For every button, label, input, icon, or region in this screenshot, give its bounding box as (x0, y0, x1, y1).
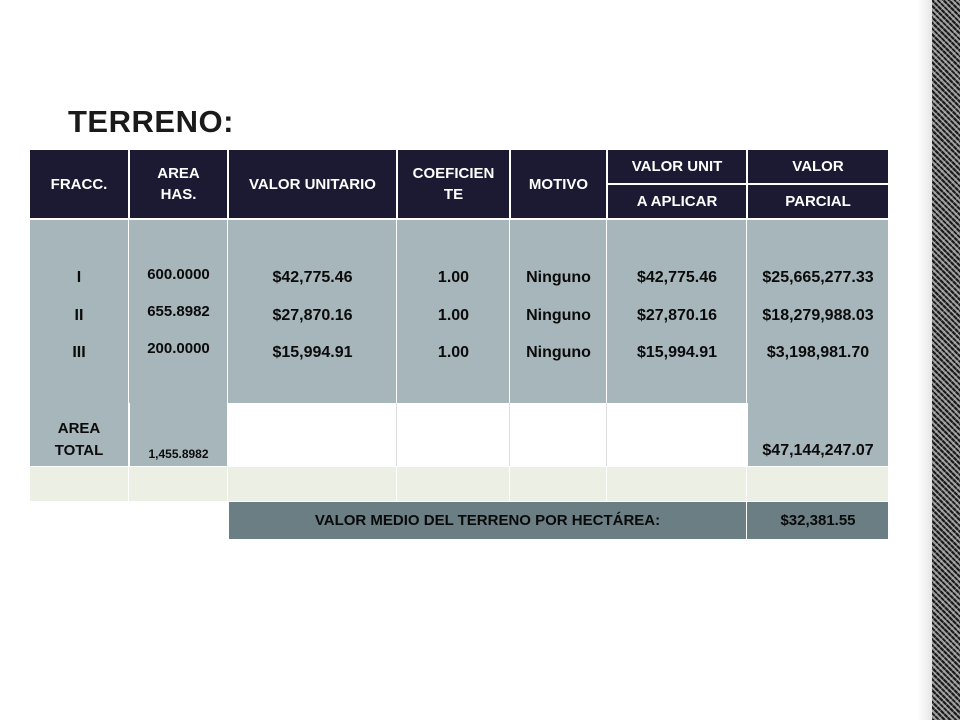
row-2-valor-aplicar: $27,870.16 (636, 307, 718, 324)
footer-label: VALOR MEDIO DEL TERRENO POR HECTÁREA: (314, 512, 661, 529)
decorative-side-border (918, 0, 960, 720)
row-1-coeficiente: 1.00 (437, 269, 470, 286)
slide-title: TERRENO: (68, 104, 234, 139)
column-divider (227, 150, 228, 502)
row-2-valor-unitario: $27,870.16 (272, 307, 353, 324)
blank-divider (509, 403, 510, 466)
total-valor-parcial: $47,144,247.07 (762, 442, 874, 459)
total-label: AREA TOTAL (54, 420, 104, 459)
header-bottom-divider (30, 218, 888, 219)
header-motivo: MOTIVO (511, 150, 606, 218)
blank-divider (396, 403, 397, 466)
blank-divider (606, 403, 607, 466)
header-area: AREA HAS. (130, 150, 227, 218)
header-valor-unit: VALOR UNIT (608, 150, 746, 183)
row-1-valor-aplicar: $42,775.46 (636, 269, 718, 286)
header-divider (608, 183, 888, 184)
row-3-area: 200.0000 (147, 339, 210, 357)
header-valor-unitario: VALOR UNITARIO (229, 150, 396, 218)
row-2-fracc: II (74, 307, 84, 324)
row-3-valor-parcial: $3,198,981.70 (766, 344, 870, 361)
row-3-coeficiente: 1.00 (437, 344, 470, 361)
row-2-motivo: Ninguno (526, 307, 591, 324)
column-divider (128, 150, 129, 502)
border-shadow (918, 0, 932, 720)
footer-value: $32,381.55 (780, 512, 856, 529)
row-1-motivo: Ninguno (526, 269, 591, 286)
row-1-valor-parcial: $25,665,277.33 (762, 269, 874, 286)
row-3-motivo: Ninguno (526, 344, 591, 361)
header-a-aplicar: A APLICAR (608, 185, 746, 218)
header-fracc: FRACC. (30, 150, 128, 218)
row-1-area: 600.0000 (147, 265, 210, 283)
row-2-valor-parcial: $18,279,988.03 (762, 307, 874, 324)
row-2-coeficiente: 1.00 (437, 307, 470, 324)
header-parcial: PARCIAL (748, 185, 888, 218)
row-2-area: 655.8982 (147, 302, 210, 320)
striped-border (932, 0, 960, 720)
empty-row (30, 467, 888, 501)
total-area: 1,455.8982 (148, 447, 209, 461)
row-1-fracc: I (76, 269, 82, 286)
header-valor: VALOR (748, 150, 888, 183)
row-3-fracc: III (72, 344, 86, 361)
row-1-valor-unitario: $42,775.46 (272, 269, 353, 286)
row-divider (30, 466, 888, 467)
total-blank-area (229, 403, 746, 466)
header-coeficiente: COEFICIEN TE (398, 150, 509, 218)
footer-divider (746, 502, 747, 539)
column-divider (746, 150, 747, 502)
row-3-valor-unitario: $15,994.91 (272, 344, 353, 361)
row-3-valor-aplicar: $15,994.91 (636, 344, 718, 361)
